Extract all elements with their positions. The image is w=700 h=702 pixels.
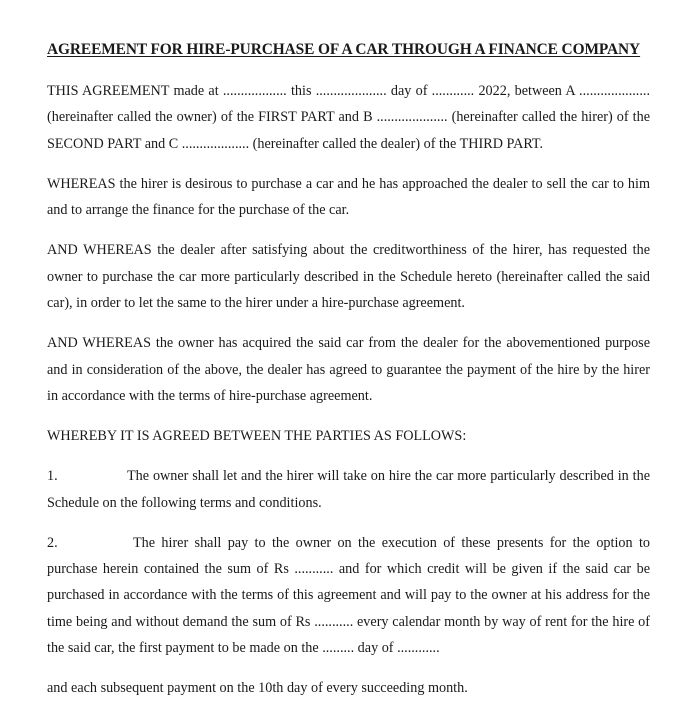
clause-number: 1. [47, 468, 58, 485]
clause-number: 2. [47, 534, 58, 551]
document-page [47, 38, 650, 702]
whereas-paragraph-3: AND WHEREAS the owner has acquired the said car from the dealer for the abovementioned purpose and in consideration of the above, the dealer has agreed to guarantee the payment of the hire by the hirer in accordance with the terms of hire-purchase agreement. [47, 335, 650, 404]
clause-2 [47, 530, 650, 661]
whereas-paragraph-1: WHEREAS the hirer is desirous to purchase a car and he has approached the dealer to sell the car to him and to arrange the finance for the purchase of the car. [47, 175, 650, 219]
clause-text: The hirer shall pay to the owner on the execution of these presents for the option to purchase herein contained the sum of Rs ........... and for which credit will be given if the said car be purchased in accordance with the terms of this agreement and will pay to the owner at his address for the time being and without demand the sum of Rs ........... every calendar month by way of rent for the hire of the said car, the first payment to be made on the ......... day of ............ [47, 534, 650, 657]
whereas-paragraph-2: AND WHEREAS the dealer after satisfying about the creditworthiness of the hirer, has requested the owner to purchase the car more particularly described in the Schedule hereto (hereinafter called the said car), in order to let the same to the hirer under a hire-purchase agreement. [47, 242, 650, 312]
agreed-heading: WHEREBY IT IS AGREED BETWEEN THE PARTIES AS FOLLOWS: [47, 428, 467, 445]
intro-paragraph: THIS AGREEMENT made at .................. this .................... day of ............ 2022, between A .................... (hereinafter called the owner) of the FIRST PART and B .................... (hereinafter called the hirer) of the SECOND PART and C ................... (hereinafter called the dealer) of the THIRD PART. [47, 83, 650, 152]
cut-off-line: and each subsequent payment on the 10th day of every succeeding month. [47, 680, 468, 697]
clause-1 [47, 463, 650, 516]
document-title: AGREEMENT FOR HIRE-PURCHASE OF A CAR THROUGH A FINANCE COMPANY [47, 41, 641, 58]
clause-text: The owner shall let and the hirer will take on hire the car more particularly described in the Schedule on the following terms and conditions. [47, 468, 650, 511]
